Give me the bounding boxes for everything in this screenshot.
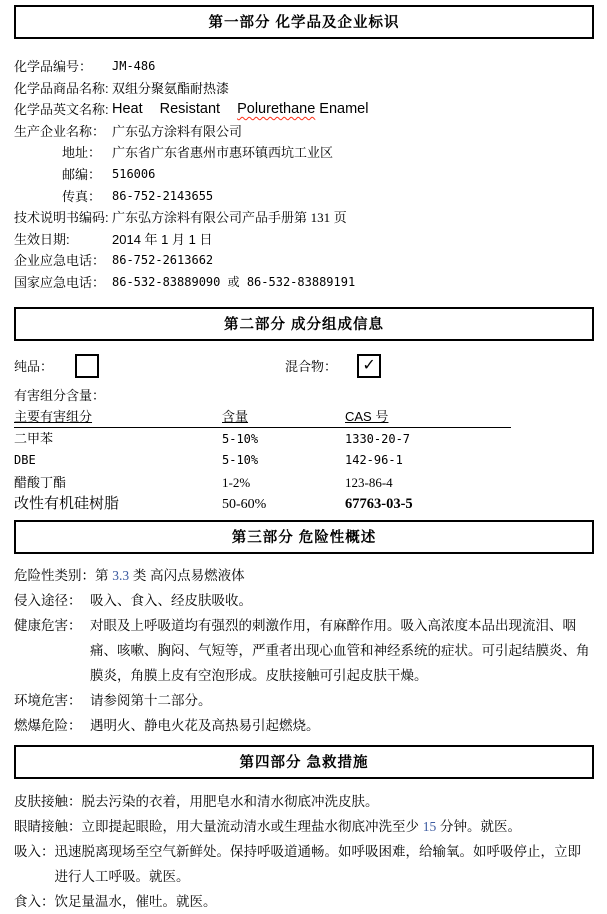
health-hazard-value: 对眼及上呼吸道均有强烈的刺激作用，有麻醉作用。吸入高浓度本品出现流泪、咽痛、咳嗽、胸闷、气短等，严重者出现心血管和神经系统的症状。可引起结膜炎、角膜炎，角膜上皮有空泡形成。皮肤接触可引起皮肤干燥。	[90, 617, 590, 683]
component-cas: 67763-03-5	[345, 496, 413, 513]
fire-hazard-row	[14, 713, 594, 738]
table-row	[14, 493, 511, 516]
part1-fields	[14, 56, 594, 294]
eye-contact-label: 眼睛接触：	[14, 818, 82, 834]
section2-title: 第二部分 成分组成信息	[223, 316, 385, 333]
national-phone-value: 86-532-83889090 或 86-532-83889191	[112, 274, 356, 289]
eye-contact-value	[82, 814, 595, 839]
skin-contact-row	[14, 789, 594, 814]
eye-contact-pre: 立即提起眼睑，用大量流动清水或生理盐水彻底冲洗至少	[81, 818, 423, 834]
section4-title: 第四部分 急救措施	[239, 754, 369, 771]
component-cas: 142-96-1	[345, 453, 403, 468]
fax-value: 86-752-2143655	[112, 188, 214, 203]
field-national-phone	[14, 272, 594, 294]
fire-hazard-label: 燃爆危险：	[14, 717, 82, 733]
table-row	[14, 428, 511, 451]
effective-date-value: 2014 年 1 月 1 日	[112, 231, 213, 247]
english-name-word4: Enamel	[319, 101, 369, 118]
exposure-routes-label: 侵入途径：	[14, 592, 82, 608]
hazard-content-label: 有害组分含量：	[14, 387, 106, 403]
table-row	[14, 450, 511, 472]
part4-first-aid	[14, 789, 594, 914]
english-name-value	[112, 99, 594, 121]
eye-contact-minutes: 15	[422, 818, 437, 834]
field-effective-date	[14, 229, 594, 251]
pure-checkbox[interactable]	[75, 354, 99, 378]
address-value: 广东省广东省惠州市惠环镇西坑工业区	[112, 145, 334, 161]
mixture-label: 混合物：	[285, 359, 338, 375]
tech-doc-suffix: 页	[330, 210, 347, 226]
hazard-class-row	[14, 563, 594, 588]
component-content: 5-10%	[222, 431, 259, 446]
ingestion-row	[14, 889, 594, 914]
company-phone-value: 86-752-2613662	[112, 253, 214, 268]
header-cas	[345, 407, 511, 427]
header-component-text: 主要有害组分	[14, 408, 93, 424]
section3-title: 第三部分 危险性概述	[231, 529, 377, 546]
purity-check-row	[14, 354, 594, 378]
hazard-class-label: 危险性类别：	[14, 567, 95, 583]
english-name-word2: Resistant	[159, 101, 221, 118]
environment-hazard-label: 环境危害：	[14, 692, 82, 708]
tech-doc-text: 广东弘方涂料有限公司产品手册第	[112, 210, 311, 226]
component-name: 改性有机硅树脂	[14, 495, 120, 513]
environment-hazard-row	[14, 688, 594, 713]
header-component	[14, 407, 222, 427]
section3-header	[14, 520, 594, 554]
inhalation-row	[14, 839, 594, 889]
header-content-text: 含量	[222, 408, 249, 424]
field-company-phone	[14, 250, 594, 272]
national-phone-label: 国家应急电话：	[14, 274, 106, 290]
english-name-word3-misspelled: Polurethane	[237, 101, 316, 118]
field-english-name	[14, 99, 594, 121]
field-chemical-number	[14, 56, 594, 78]
product-name-label: 化学品商品名称:	[14, 80, 109, 96]
environment-hazard-value: 请参阅第十二部分。	[90, 692, 212, 708]
ingestion-label: 食入：	[14, 893, 55, 909]
component-name: DBE	[14, 453, 36, 468]
company-phone-label: 企业应急电话：	[14, 253, 106, 269]
field-manufacturer	[14, 121, 594, 143]
component-cas: 1330-20-7	[345, 431, 411, 446]
header-content	[222, 407, 345, 427]
hazard-class-value	[95, 563, 594, 588]
component-content: 1-2%	[222, 474, 251, 490]
component-content: 50-60%	[222, 497, 267, 513]
component-content: 5-10%	[222, 453, 259, 468]
field-address	[14, 142, 594, 164]
exposure-routes-value: 吸入、食入、经皮肤吸收。	[90, 592, 252, 608]
component-cas: 123-86-4	[345, 474, 393, 490]
component-name: 醋酸丁酯	[14, 474, 67, 490]
section1-header	[14, 5, 594, 39]
section2-header	[14, 307, 594, 341]
tech-doc-value	[112, 207, 594, 229]
hazard-components-table	[14, 407, 511, 516]
fax-label: 传真：	[62, 188, 102, 204]
health-hazard-label: 健康危害：	[14, 617, 82, 633]
manufacturer-value: 广东弘方涂料有限公司	[112, 123, 243, 139]
section4-header	[14, 745, 594, 779]
skin-contact-value: 脱去污染的衣着，用肥皂水和清水彻底冲洗皮肤。	[81, 793, 379, 809]
effective-date-label: 生效日期:	[14, 231, 70, 247]
exposure-routes-row	[14, 588, 594, 613]
eye-contact-row	[14, 814, 594, 839]
inhalation-label: 吸入：	[14, 843, 55, 859]
mixture-checkbox-checked[interactable]	[357, 354, 381, 378]
chemical-number-value: JM-486	[112, 59, 156, 73]
section1-title: 第一部分 化学品及企业标识	[208, 15, 400, 31]
chemical-number-label: 化学品编号：	[14, 59, 93, 74]
zip-value: 516006	[112, 166, 156, 181]
zip-label: 邮编：	[62, 166, 102, 182]
ingestion-value: 饮足量温水，催吐。就医。	[54, 893, 217, 909]
tech-doc-label: 技术说明书编码:	[14, 210, 109, 226]
product-name-value: 双组分聚氨酯耐热漆	[112, 80, 230, 96]
manufacturer-label: 生产企业名称：	[14, 123, 106, 139]
pure-label: 纯品：	[14, 359, 54, 375]
header-cas-text: CAS 号	[345, 408, 389, 424]
hazard-class-pre: 第	[95, 567, 113, 583]
fire-hazard-value: 遇明火、静电火花及高热易引起燃烧。	[90, 717, 320, 733]
field-tech-doc	[14, 207, 594, 229]
component-name: 二甲苯	[14, 430, 54, 446]
eye-contact-post: 分钟。就医。	[436, 818, 522, 834]
table-row	[14, 472, 511, 494]
tech-doc-page-number: 131	[310, 210, 331, 226]
table-header-row	[14, 407, 511, 428]
field-product-name	[14, 78, 594, 100]
english-name-label: 化学品英文名称:	[14, 102, 109, 118]
address-label: 地址：	[62, 145, 102, 161]
english-name-word1: Heat	[112, 101, 143, 118]
inhalation-value: 迅速脱离现场至空气新鲜处。保持呼吸道通畅。如呼吸困难，给输氧。如呼吸停止，立即进行人工呼吸。就医。	[54, 843, 581, 884]
health-hazard-row	[14, 613, 594, 688]
field-fax	[14, 186, 594, 208]
skin-contact-label: 皮肤接触：	[14, 793, 82, 809]
checkmark-icon: ✓	[362, 356, 376, 374]
part3-hazard-overview	[14, 563, 594, 738]
hazard-class-number: 3.3	[112, 567, 130, 583]
field-zip	[14, 164, 594, 186]
hazard-class-post: 类 高闪点易燃液体	[129, 567, 245, 583]
